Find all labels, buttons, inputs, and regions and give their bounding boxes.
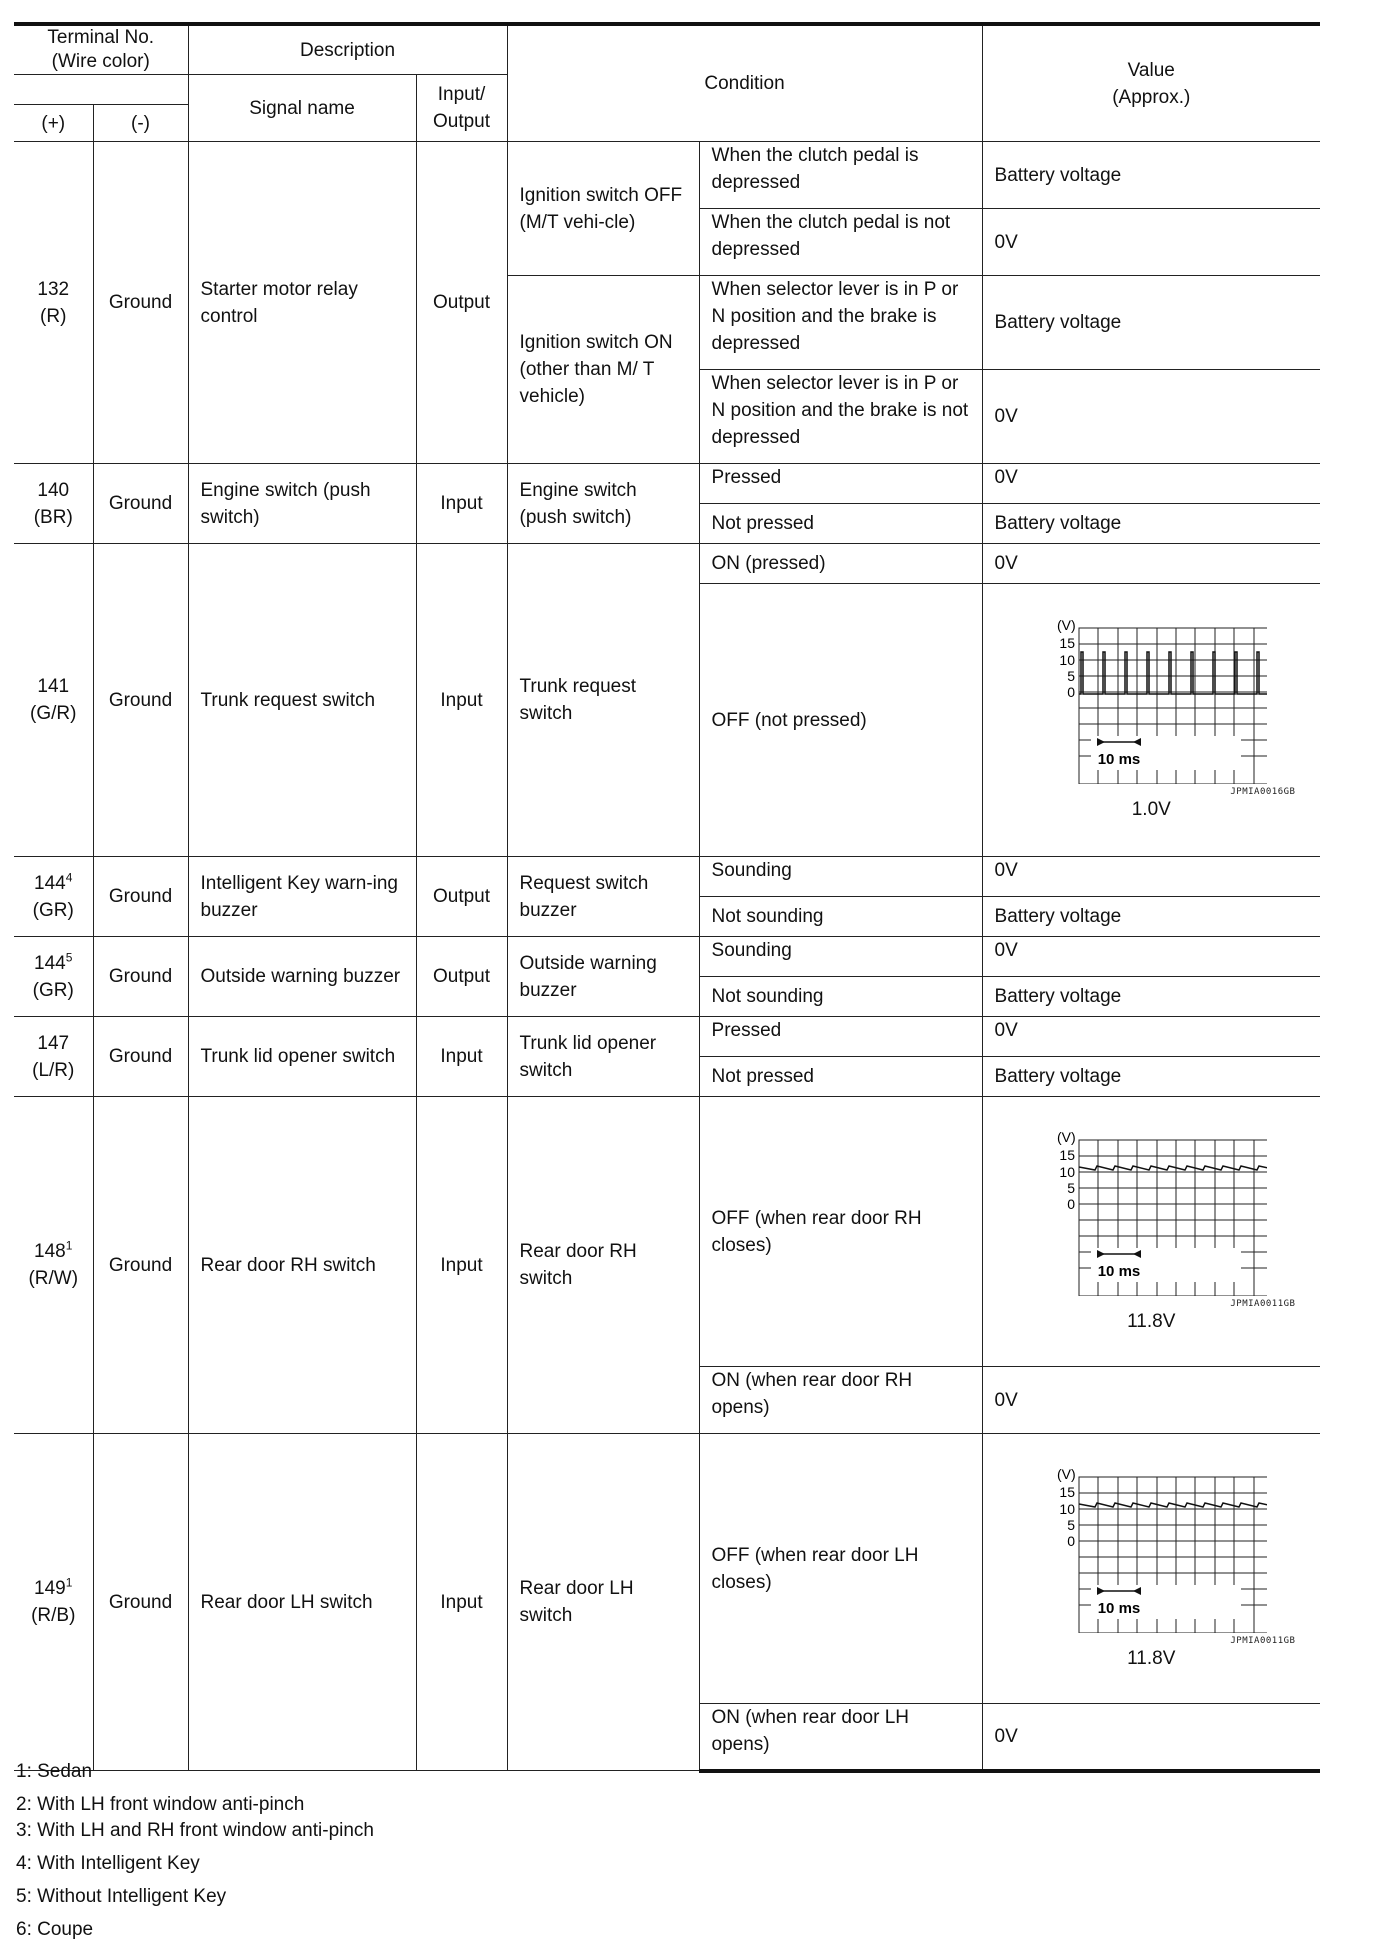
io-cell: Output — [416, 937, 507, 1017]
footnote: 4: With Intelligent Key — [16, 1853, 200, 1874]
table-row — [14, 464, 1320, 504]
io-cell: Output — [416, 857, 507, 937]
value-cell: 0V — [982, 857, 1320, 897]
value-cell: Battery voltage — [982, 897, 1320, 937]
value-cell: Battery voltage — [982, 276, 1320, 370]
figure-code: JPMIA0011GB — [1230, 1635, 1296, 1646]
waveform-steady-diagram — [1035, 1467, 1267, 1633]
table-row — [14, 544, 1320, 584]
signal-name-cell: Intelligent Key warn-ing buzzer — [188, 857, 416, 937]
waveform-unit-label: (V) — [1057, 1129, 1076, 1145]
ground-cell: Ground — [93, 142, 188, 464]
value-cell: 0V — [982, 1017, 1320, 1057]
condition-cell: Ignition switch ON (other than M/ T vehicle) — [507, 276, 699, 464]
header-plus: (+) — [14, 105, 93, 142]
sub-condition-cell: Not sounding — [699, 897, 982, 937]
footnote: 1: Sedan — [16, 1761, 93, 1782]
waveform-unit-label: (V) — [1057, 1466, 1076, 1482]
header-signal-name: Signal name — [188, 75, 416, 142]
signal-name-cell: Outside warning buzzer — [188, 937, 416, 1017]
table-row — [14, 857, 1320, 897]
terminal-cell: 140 (BR) — [14, 464, 93, 544]
terminal-cell: $144^4$ (GR) — [14, 857, 93, 937]
header-value: Value (Approx.) — [982, 24, 1320, 142]
waveform-pulse-diagram — [1035, 618, 1267, 784]
waveform-unit-label: (V) — [1057, 618, 1076, 633]
value-cell: 0V — [982, 937, 1320, 977]
condition-cell: Engine switch (push switch) — [507, 464, 699, 544]
waveform-cell — [982, 1434, 1320, 1704]
condition-cell: Ignition switch OFF (M/T vehi-cle) — [507, 142, 699, 276]
value-cell: Battery voltage — [982, 142, 1320, 209]
sub-condition-cell: OFF (when rear door LH closes) — [699, 1434, 982, 1704]
condition-cell: Outside warning buzzer — [507, 937, 699, 1017]
value-cell: 0V — [982, 464, 1320, 504]
y-tick-label: 0 — [1067, 684, 1076, 700]
signal-name-cell: Trunk lid opener switch — [188, 1017, 416, 1097]
time-scale-label: 10 ms — [1097, 1599, 1141, 1617]
condition-cell: Request switch buzzer — [507, 857, 699, 937]
terminal-cell: $149^1$ (R/B) — [14, 1434, 93, 1771]
terminal-spec-sheet — [14, 22, 1320, 1773]
io-cell: Input — [416, 544, 507, 857]
header-minus: (-) — [93, 105, 188, 142]
sub-condition-cell: When the clutch pedal is depressed — [699, 142, 982, 209]
sub-condition-cell: Not pressed — [699, 504, 982, 544]
condition-cell: Rear door RH switch — [507, 1097, 699, 1434]
value-cell: 0V — [982, 1704, 1320, 1771]
sub-condition-cell: ON (when rear door LH opens) — [699, 1704, 982, 1771]
y-tick-label: 10 — [1059, 1500, 1076, 1517]
sub-condition-cell: When selector lever is in P or N position and the brake is not depressed — [699, 370, 982, 464]
table-row — [14, 142, 1320, 209]
sub-condition-cell: When selector lever is in P or N position and the brake is depressed — [699, 276, 982, 370]
figure-code: JPMIA0011GB — [1230, 1298, 1296, 1309]
io-cell: Input — [416, 1434, 507, 1771]
waveform-steady-diagram — [1035, 1130, 1267, 1296]
sub-condition-cell: ON (when rear door RH opens) — [699, 1367, 982, 1434]
y-tick-label: 5 — [1067, 668, 1076, 684]
value-cell: Battery voltage — [982, 977, 1320, 1017]
terminal-cell: $148^1$ (R/W) — [14, 1097, 93, 1434]
time-scale-label: 10 ms — [1097, 751, 1141, 768]
y-tick-label: 15 — [1059, 1146, 1076, 1163]
y-tick-label: 10 — [1059, 1163, 1076, 1180]
value-cell: 0V — [982, 370, 1320, 464]
sub-condition-cell: When the clutch pedal is not depressed — [699, 209, 982, 276]
sub-condition-cell: Pressed — [699, 464, 982, 504]
footnote: 2: With LH front window anti-pinch — [16, 1794, 305, 1815]
header-description: Description — [188, 24, 507, 75]
y-tick-label: 0 — [1067, 1195, 1076, 1212]
header-terminal-no: Terminal No. (Wire color) — [14, 24, 188, 75]
ground-cell: Ground — [93, 1017, 188, 1097]
footnote: 3: With LH and RH front window anti-pinch — [16, 1820, 374, 1841]
sub-condition-cell: ON (pressed) — [699, 544, 982, 584]
sub-condition-cell: OFF (when rear door RH closes) — [699, 1097, 982, 1367]
waveform-cell — [982, 1097, 1320, 1367]
waveform-trace — [1079, 652, 1267, 694]
sub-condition-cell: Not sounding — [699, 977, 982, 1017]
y-tick-label: 15 — [1059, 635, 1076, 651]
io-cell: Input — [416, 464, 507, 544]
ground-cell: Ground — [93, 464, 188, 544]
table-row — [14, 1434, 1320, 1704]
waveform-value: 1.0V — [1131, 799, 1171, 820]
ground-cell: Ground — [93, 1097, 188, 1434]
waveform-cell — [982, 584, 1320, 857]
io-cell: Output — [416, 142, 507, 464]
signal-name-cell: Starter motor relay control — [188, 142, 416, 464]
condition-cell: Trunk request switch — [507, 544, 699, 857]
value-cell: Battery voltage — [982, 504, 1320, 544]
time-scale-label: 10 ms — [1097, 1262, 1141, 1280]
footnotes — [16, 1758, 374, 1949]
waveform-trace — [1079, 1503, 1267, 1507]
header-condition: Condition — [507, 24, 982, 142]
ground-cell: Ground — [93, 1434, 188, 1771]
y-tick-label: 15 — [1059, 1483, 1076, 1500]
terminal-cell: 132 (R) — [14, 142, 93, 464]
io-cell: Input — [416, 1017, 507, 1097]
ground-cell: Ground — [93, 857, 188, 937]
header-input-output: Input/ Output — [416, 75, 507, 142]
y-tick-label: 5 — [1067, 1179, 1076, 1196]
terminal-cell: 141 (G/R) — [14, 544, 93, 857]
condition-cell: Trunk lid opener switch — [507, 1017, 699, 1097]
footnote: 6: Coupe — [16, 1919, 94, 1940]
value-cell: 0V — [982, 209, 1320, 276]
waveform-trace — [1079, 1166, 1267, 1170]
footnote: 5: Without Intelligent Key — [16, 1886, 227, 1907]
sub-condition-cell: Sounding — [699, 937, 982, 977]
sub-condition-cell: Sounding — [699, 857, 982, 897]
signal-name-cell: Rear door LH switch — [188, 1434, 416, 1771]
table-row — [14, 1017, 1320, 1057]
signal-name-cell: Rear door RH switch — [188, 1097, 416, 1434]
table-row — [14, 937, 1320, 977]
signal-name-cell: Trunk request switch — [188, 544, 416, 857]
figure-code: JPMIA0016GB — [1230, 787, 1296, 797]
terminal-cell: $144^5$ (GR) — [14, 937, 93, 1017]
y-tick-label: 0 — [1067, 1532, 1076, 1549]
table-row — [14, 1097, 1320, 1367]
value-cell: 0V — [982, 1367, 1320, 1434]
terminal-cell: 147 (L/R) — [14, 1017, 93, 1097]
ground-cell: Ground — [93, 544, 188, 857]
y-tick-label: 10 — [1059, 652, 1076, 668]
io-cell: Input — [416, 1097, 507, 1434]
sub-condition-cell: OFF (not pressed) — [699, 584, 982, 857]
sub-condition-cell: Not pressed — [699, 1057, 982, 1097]
condition-cell: Rear door LH switch — [507, 1434, 699, 1771]
waveform-value: 11.8V — [1127, 1647, 1176, 1669]
value-cell: 0V — [982, 544, 1320, 584]
signal-name-cell: Engine switch (push switch) — [188, 464, 416, 544]
ground-cell: Ground — [93, 937, 188, 1017]
sub-condition-cell: Pressed — [699, 1017, 982, 1057]
header-terminal-cont — [14, 75, 188, 105]
value-cell: Battery voltage — [982, 1057, 1320, 1097]
y-tick-label: 5 — [1067, 1516, 1076, 1533]
waveform-value: 11.8V — [1127, 1310, 1176, 1332]
terminal-table — [14, 22, 1320, 1773]
